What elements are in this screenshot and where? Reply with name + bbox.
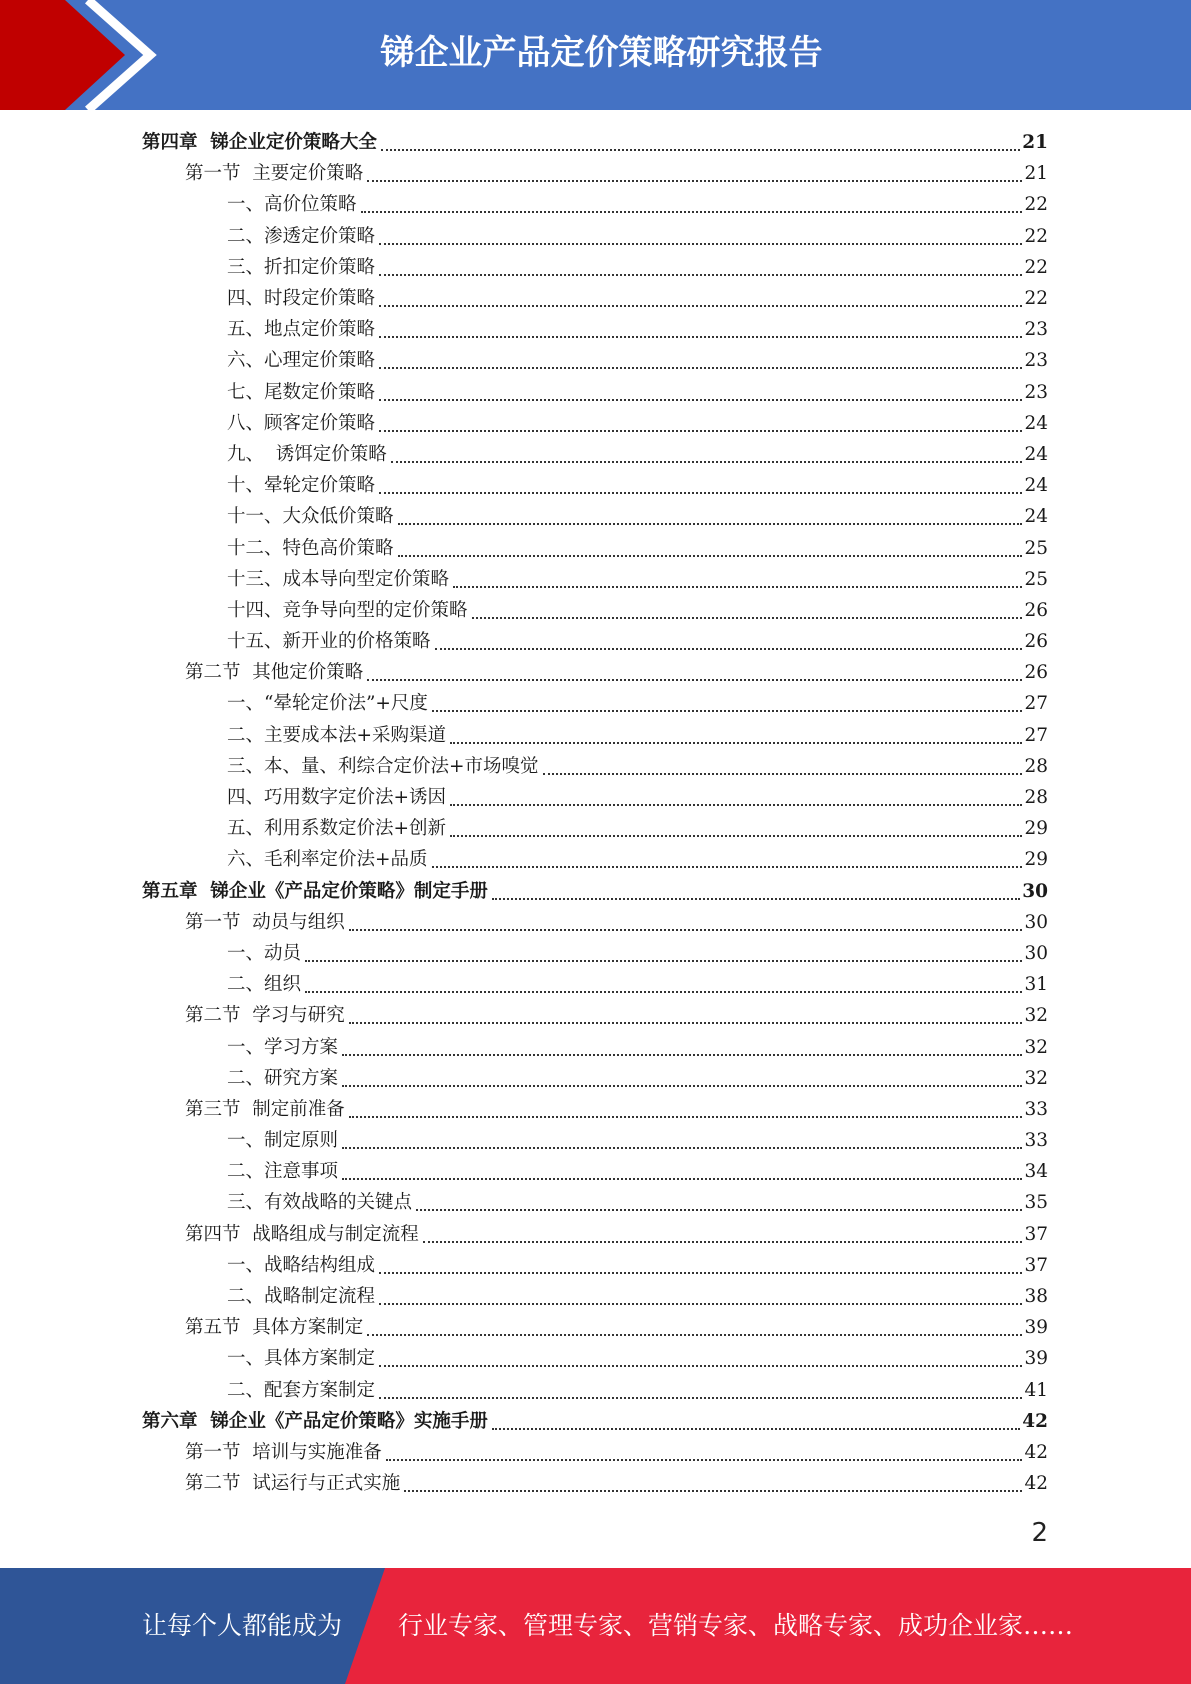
toc-leader-dots: [492, 897, 1020, 900]
toc-subsection-entry[interactable]: [0, 314, 1048, 345]
toc-section-entry[interactable]: [0, 1000, 1048, 1031]
toc-entry-page: 23: [1024, 350, 1048, 372]
toc-entry-label: 第五节 具体方案制定: [185, 1317, 364, 1339]
toc-leader-dots: [379, 242, 1022, 245]
toc-entry-label: 二、研究方案: [227, 1067, 339, 1089]
toc-entry-page: 23: [1024, 381, 1048, 403]
toc-entry-label: 第一节 培训与实施准备: [185, 1441, 382, 1463]
toc-entry-page: 22: [1024, 194, 1048, 216]
toc-entry-page: 24: [1024, 412, 1048, 434]
toc-subsection-entry[interactable]: [0, 1031, 1048, 1062]
toc-leader-dots: [398, 522, 1023, 525]
toc-leader-dots: [379, 1302, 1022, 1305]
toc-entry-label: 一、动员: [227, 942, 302, 964]
toc-entry-page: 39: [1024, 1317, 1048, 1339]
page-number: 2: [1031, 1518, 1048, 1548]
toc-entry-page: 24: [1024, 506, 1048, 528]
toc-leader-dots: [342, 1146, 1022, 1149]
toc-leader-dots: [492, 1427, 1020, 1430]
toc-entry-page: 41: [1024, 1379, 1048, 1401]
toc-entry-page: 38: [1024, 1286, 1048, 1308]
toc-entry-page: 32: [1024, 1067, 1048, 1089]
toc-entry-label: 二、组织: [227, 974, 302, 996]
toc-entry-page: 37: [1024, 1254, 1048, 1276]
page-header: [0, 0, 1191, 110]
toc-entry-label: 一、高价位策略: [227, 194, 357, 216]
toc-entry-label: 五、利用系数定价法+创新: [227, 818, 447, 840]
toc-entry-page: 26: [1024, 599, 1048, 621]
toc-leader-dots: [367, 678, 1022, 681]
toc-chapter-entry[interactable]: [0, 127, 1048, 158]
toc-subsection-entry[interactable]: [0, 1125, 1048, 1156]
toc-leader-dots: [404, 1489, 1022, 1492]
toc-leader-dots: [349, 1115, 1023, 1118]
toc-entry-page: 21: [1022, 132, 1048, 154]
toc-leader-dots: [450, 834, 1022, 837]
toc-entry-label: 十三、成本导向型定价策略: [227, 568, 450, 590]
toc-leader-dots: [543, 772, 1023, 775]
toc-subsection-entry[interactable]: [0, 1156, 1048, 1187]
toc-entry-page: 30: [1024, 911, 1048, 933]
toc-leader-dots: [453, 585, 1022, 588]
toc-entry-page: 22: [1024, 288, 1048, 310]
toc-entry-label: 五、地点定价策略: [227, 319, 376, 341]
toc-entry-label: 二、主要成本法+采购渠道: [227, 724, 447, 746]
toc-entry-page: 42: [1024, 1441, 1048, 1463]
toc-subsection-entry[interactable]: [0, 377, 1048, 408]
toc-leader-dots: [472, 616, 1023, 619]
toc-leader-dots: [342, 1177, 1022, 1180]
toc-subsection-entry[interactable]: [0, 969, 1048, 1000]
toc-entry-label: 三、折扣定价策略: [227, 256, 376, 278]
toc-entry-label: 一、学习方案: [227, 1036, 339, 1058]
toc-entry-page: 29: [1024, 849, 1048, 871]
toc-section-entry[interactable]: [0, 158, 1048, 189]
toc-section-entry[interactable]: [0, 657, 1048, 688]
toc-entry-label: 六、心理定价策略: [227, 350, 376, 372]
toc-section-entry[interactable]: [0, 907, 1048, 938]
toc-subsection-entry[interactable]: [0, 1187, 1048, 1218]
toc-entry-label: 第一节 动员与组织: [185, 911, 345, 933]
toc-leader-dots: [450, 741, 1022, 744]
toc-entry-page: 29: [1024, 818, 1048, 840]
toc-entry-page: 35: [1024, 1192, 1048, 1214]
report-title: 锑企业产品定价策略研究报告: [380, 33, 823, 73]
toc-entry-page: 33: [1024, 1098, 1048, 1120]
toc-entry-label: 四、巧用数字定价法+诱因: [227, 787, 447, 809]
table-of-contents: [0, 127, 1191, 1499]
toc-entry-label: 十二、特色高价策略: [227, 537, 394, 559]
footer-slogan-left: 让每个人都能成为: [142, 1611, 343, 1640]
toc-leader-dots: [379, 1396, 1022, 1399]
toc-entry-label: 二、渗透定价策略: [227, 225, 376, 247]
toc-entry-page: 25: [1024, 537, 1048, 559]
toc-leader-dots: [361, 210, 1023, 213]
toc-subsection-entry[interactable]: [0, 595, 1048, 626]
toc-entry-label: 六、毛利率定价法+品质: [227, 849, 428, 871]
toc-entry-label: 二、配套方案制定: [227, 1379, 376, 1401]
toc-entry-label: 一、制定原则: [227, 1130, 339, 1152]
page-footer: [0, 1568, 1191, 1684]
toc-leader-dots: [416, 1208, 1022, 1211]
toc-entry-page: 34: [1024, 1161, 1048, 1183]
toc-subsection-entry[interactable]: [0, 1250, 1048, 1281]
toc-subsection-entry[interactable]: [0, 501, 1048, 532]
toc-entry-page: 24: [1024, 443, 1048, 465]
toc-entry-label: 二、注意事项: [227, 1161, 339, 1183]
toc-subsection-entry[interactable]: [0, 813, 1048, 844]
toc-leader-dots: [305, 959, 1022, 962]
toc-entry-label: 七、尾数定价策略: [227, 381, 376, 403]
toc-leader-dots: [349, 928, 1023, 931]
toc-subsection-entry[interactable]: [0, 751, 1048, 782]
toc-leader-dots: [386, 1458, 1023, 1461]
toc-entry-label: 第四章 锑企业定价策略大全: [142, 132, 377, 154]
toc-subsection-entry[interactable]: [0, 252, 1048, 283]
toc-leader-dots: [305, 990, 1022, 993]
toc-subsection-entry[interactable]: [0, 688, 1048, 719]
toc-subsection-entry[interactable]: [0, 439, 1048, 470]
toc-entry-label: 四、时段定价策略: [227, 288, 376, 310]
toc-entry-page: 26: [1024, 662, 1048, 684]
toc-section-entry[interactable]: [0, 1437, 1048, 1468]
toc-entry-label: 第二节 学习与研究: [185, 1005, 345, 1027]
toc-leader-dots: [342, 1053, 1022, 1056]
toc-entry-label: 二、战略制定流程: [227, 1286, 376, 1308]
toc-subsection-entry[interactable]: [0, 626, 1048, 657]
toc-entry-page: 33: [1024, 1130, 1048, 1152]
toc-entry-page: 28: [1024, 787, 1048, 809]
toc-entry-page: 28: [1024, 755, 1048, 777]
toc-subsection-entry[interactable]: [0, 844, 1048, 875]
toc-section-entry[interactable]: [0, 1219, 1048, 1250]
toc-entry-label: 一、具体方案制定: [227, 1348, 376, 1370]
toc-subsection-entry[interactable]: [0, 532, 1048, 563]
toc-entry-label: 第一节 主要定价策略: [185, 163, 364, 185]
toc-entry-page: 25: [1024, 568, 1048, 590]
toc-subsection-entry[interactable]: [0, 470, 1048, 501]
toc-subsection-entry[interactable]: [0, 345, 1048, 376]
toc-leader-dots: [432, 865, 1023, 868]
toc-entry-label: 一、“晕轮定价法”+尺度: [227, 693, 428, 715]
toc-entry-label: 第四节 战略组成与制定流程: [185, 1223, 419, 1245]
toc-subsection-entry[interactable]: [0, 938, 1048, 969]
toc-entry-label: 三、有效战略的关键点: [227, 1192, 413, 1214]
toc-leader-dots: [379, 335, 1022, 338]
toc-subsection-entry[interactable]: [0, 1063, 1048, 1094]
toc-entry-page: 27: [1024, 693, 1048, 715]
toc-entry-page: 39: [1024, 1348, 1048, 1370]
toc-entry-page: 32: [1024, 1005, 1048, 1027]
toc-entry-page: 32: [1024, 1036, 1048, 1058]
toc-entry-label: 第三节 制定前准备: [185, 1098, 345, 1120]
toc-subsection-entry[interactable]: [0, 221, 1048, 252]
toc-entry-page: 30: [1024, 942, 1048, 964]
toc-leader-dots: [379, 429, 1022, 432]
toc-leader-dots: [450, 803, 1022, 806]
toc-section-entry[interactable]: [0, 1312, 1048, 1343]
toc-leader-dots: [379, 1271, 1022, 1274]
toc-entry-label: 第二节 试运行与正式实施: [185, 1473, 401, 1495]
toc-subsection-entry[interactable]: [0, 283, 1048, 314]
toc-subsection-entry[interactable]: [0, 720, 1048, 751]
toc-leader-dots: [379, 273, 1022, 276]
toc-entry-page: 30: [1022, 880, 1048, 902]
toc-entry-page: 42: [1024, 1473, 1048, 1495]
toc-entry-label: 十五、新开业的价格策略: [227, 631, 431, 653]
toc-leader-dots: [342, 1084, 1022, 1087]
toc-entry-label: 一、战略结构组成: [227, 1254, 376, 1276]
toc-chapter-entry[interactable]: [0, 1406, 1048, 1437]
toc-subsection-entry[interactable]: [0, 1375, 1048, 1406]
toc-subsection-entry[interactable]: [0, 782, 1048, 813]
toc-entry-page: 26: [1024, 631, 1048, 653]
toc-entry-page: 42: [1022, 1410, 1048, 1432]
toc-entry-page: 27: [1024, 724, 1048, 746]
toc-chapter-entry[interactable]: [0, 876, 1048, 907]
toc-entry-page: 22: [1024, 256, 1048, 278]
toc-leader-dots: [432, 709, 1023, 712]
toc-entry-label: 十四、竞争导向型的定价策略: [227, 599, 468, 621]
toc-leader-dots: [391, 460, 1023, 463]
toc-subsection-entry[interactable]: [0, 564, 1048, 595]
toc-entry-page: 24: [1024, 475, 1048, 497]
toc-entry-label: 第五章 锑企业《产品定价策略》制定手册: [142, 880, 488, 902]
toc-entry-label: 八、顾客定价策略: [227, 412, 376, 434]
toc-subsection-entry[interactable]: [0, 1281, 1048, 1312]
toc-subsection-entry[interactable]: [0, 189, 1048, 220]
toc-leader-dots: [435, 647, 1023, 650]
toc-leader-dots: [379, 491, 1022, 494]
toc-leader-dots: [379, 1364, 1022, 1367]
toc-leader-dots: [379, 366, 1022, 369]
toc-leader-dots: [349, 1021, 1023, 1024]
toc-subsection-entry[interactable]: [0, 408, 1048, 439]
toc-entry-page: 21: [1024, 163, 1048, 185]
toc-leader-dots: [367, 1333, 1022, 1336]
toc-leader-dots: [379, 398, 1022, 401]
toc-leader-dots: [398, 554, 1023, 557]
toc-entry-label: 九、 诱饵定价策略: [227, 443, 387, 465]
toc-subsection-entry[interactable]: [0, 1343, 1048, 1374]
toc-entry-label: 第六章 锑企业《产品定价策略》实施手册: [142, 1410, 488, 1432]
toc-entry-page: 22: [1024, 225, 1048, 247]
toc-entry-label: 第二节 其他定价策略: [185, 662, 364, 684]
toc-section-entry[interactable]: [0, 1468, 1048, 1499]
footer-slogan-right: 行业专家、管理专家、营销专家、战略专家、成功企业家……: [398, 1611, 1074, 1640]
toc-leader-dots: [367, 179, 1022, 182]
toc-entry-label: 三、本、量、利综合定价法+市场嗅觉: [227, 755, 539, 777]
toc-entry-page: 31: [1024, 974, 1048, 996]
toc-leader-dots: [379, 304, 1022, 307]
toc-entry-label: 十、晕轮定价策略: [227, 475, 376, 497]
toc-entry-page: 23: [1024, 319, 1048, 341]
toc-leader-dots: [423, 1240, 1023, 1243]
toc-entry-page: 37: [1024, 1223, 1048, 1245]
toc-section-entry[interactable]: [0, 1094, 1048, 1125]
toc-leader-dots: [381, 148, 1020, 151]
toc-entry-label: 十一、大众低价策略: [227, 506, 394, 528]
